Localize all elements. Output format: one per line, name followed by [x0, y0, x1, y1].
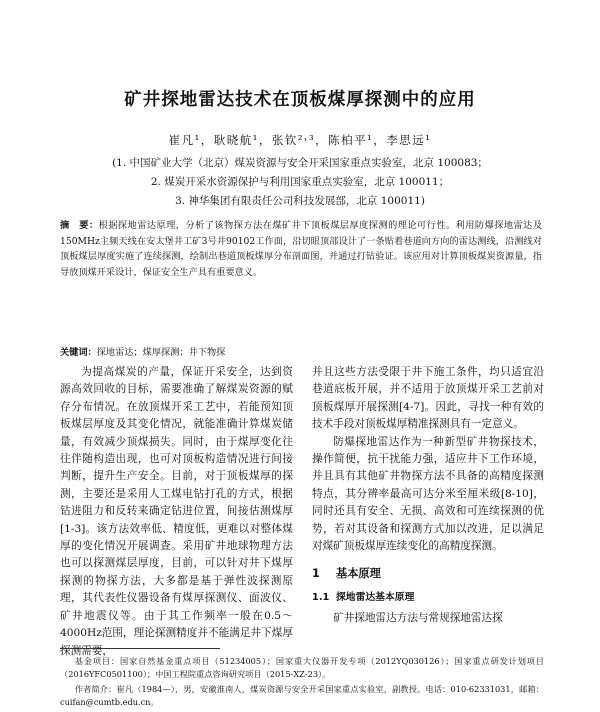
affiliation-2: 2. 煤炭开采水资源保护与利用国家重点实验室，北京 100011；	[150, 176, 450, 188]
section-title: 基本原理	[336, 567, 381, 581]
footnote-author: 作者简介：崔凡（1984—），男，安徽淮南人，煤炭资源与安全开采国家重点实验室，副教授。电话：010-62331031，邮箱：cuifan@cumtb.edu.cn。	[60, 684, 544, 707]
keywords-label: 关键词：	[60, 347, 97, 358]
subsection-title: 探地雷达基本原理	[336, 591, 415, 603]
abstract-label: 摘 要：	[60, 220, 99, 231]
keywords	[60, 345, 542, 360]
footnotes	[60, 655, 544, 709]
body-column-right	[312, 364, 544, 628]
paper-title: 矿井探地雷达技术在顶板煤厚探测中的应用	[124, 90, 476, 110]
intro-paragraph-1-continued: 并且这些方法受限于井下施工条件，均只适宜沿巷道底板开展，并不适用于放顶煤开采工艺前对顶板煤厚开展探测[4-7]。因此，寻找一种有效的技术手段对顶板煤厚精准探测具有一定意义。	[312, 366, 544, 431]
author-list: 崔凡¹，耿晓航¹，张钦²˒³，陈柏平¹，李思远¹	[168, 133, 432, 147]
body-column-left	[60, 364, 293, 660]
affiliations	[0, 154, 600, 211]
footnote-divider	[60, 648, 220, 649]
abstract-text: 根据探地雷达原理，分析了该物探方法在煤矿井下顶板煤层厚度探测的理论可行性。利用防爆探地雷达及150MHz主频天线在安太堡井工矿3号井90102工作面，沿切眼顶部设计了一条贴着巷道向方向的雷达测线，沿测线对顶板煤层厚度实施了连续探测，绘制出巷道顶板煤厚分布剖面图，并通过打钻验证。该应用对计算顶板煤炭资源量，指导放顶煤开采设计，保证安全生产具有重要意义。	[60, 220, 543, 278]
keywords-text: 探地雷达；煤厚探测；井下物探	[96, 347, 226, 358]
subsection-paragraph: 矿井探地雷达方法与常规探地雷达探	[333, 612, 503, 625]
section-heading	[312, 565, 544, 582]
footnote-fund: 基金项目：国家自然基金重点项目（51234005）；国家重大仪器开发专项（2012YQ030126）；国家重点研发计划项目（2016YFC0501100）；中国工程院重点咨询研究项目（2015-XZ-23）。	[60, 656, 544, 679]
affiliation-3: 3. 神华集团有限责任公司科技发展部，北京 100011)	[175, 195, 425, 207]
affiliation-1: (1. 中国矿业大学（北京）煤炭资源与安全开采国家重点实验室，北京 100083；	[112, 157, 488, 169]
intro-paragraph-1: 为提高煤炭的产量，保证开采安全，达到资源高效回收的目标，需要准确了解煤炭资源的赋存分布情况。在放顶煤开采工艺中，若能预知顶板煤层厚度及其变化情况，就能准确计算煤炭储量，有效减少顶煤损失。同时，由于煤厚变化往往伴随构造出现，也可对顶板构造情况进行间接判断，提升生产安全。目前，对于顶板煤厚的探测，主要还是采用人工煤电钻打孔的方式，根据钻进阻力和反转来确定钻进位置，间接估测煤厚[1-3]。该方法效率低、精度低，更难以对整体煤厚的变化情况开展调查。采用矿井地球物理方法也可以探测煤层厚度，目前，可以针对井下煤厚探测的物探方法，大多都是基于弹性波探测原理，其代表性仪器设备有煤厚探测仪、面波仪、矿井地震仪等。由于其工作频率一般在0.5～4000Hz范围，理论探测精度并不能满足井下煤厚探测需要，	[60, 366, 293, 657]
section-number: 1	[312, 567, 320, 581]
subsection-number: 1.1	[312, 591, 330, 603]
subsection-heading	[312, 589, 544, 606]
intro-paragraph-2: 防爆探地雷达作为一种新型矿井物探技术，操作简便，抗干扰能力强，适应井下工作环境，并且具有其他矿井物探方法不具备的高精度探测特点，其分辨率最高可达分米至厘米级[8-10]，同时还具有安全、无损、高效和可连续探测的优势，若对其设备和探测方式加以改进，足以满足对煤矿顶板煤厚连续变化的高精度探测。	[312, 435, 544, 553]
abstract	[60, 218, 542, 280]
